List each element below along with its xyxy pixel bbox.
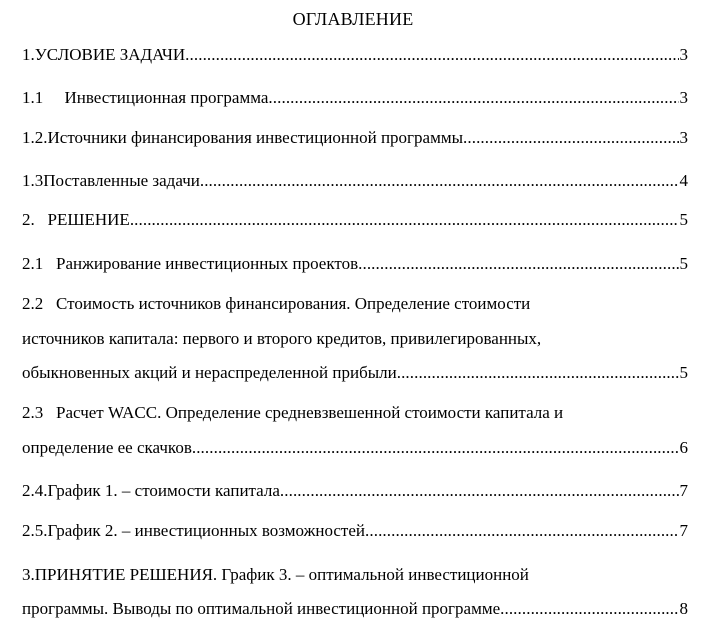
toc-entry-3[interactable]: [22, 564, 688, 586]
toc-page-number: 7: [679, 481, 688, 500]
toc-entry-text: 2.5.График 2. – инвестиционных возможностей: [22, 521, 366, 540]
dot-leader: [397, 362, 679, 384]
toc-entry-3-end[interactable]: [22, 598, 688, 620]
toc-page-number: 5: [679, 210, 688, 229]
dot-leader: [268, 87, 678, 109]
dot-leader: [185, 44, 678, 66]
dot-leader: [200, 170, 679, 192]
toc-entry-text: 2.2 Стоимость источников финансирования. Определение стоимости: [22, 294, 531, 313]
toc-entry-2-1[interactable]: [22, 253, 688, 275]
toc-entry-text: 1.3Поставленные задачи: [22, 171, 200, 190]
dot-leader: [365, 520, 678, 542]
toc-entry-text: 2. РЕШЕНИЕ: [22, 210, 130, 229]
toc-page-number: 5: [679, 254, 688, 273]
toc-entry-text: 1.1 Инвестиционная программа: [22, 88, 269, 107]
toc-entry-text: 2.1 Ранжирование инвестиционных проектов: [22, 254, 359, 273]
toc-page-number: 6: [679, 438, 688, 457]
toc-page-number: 3: [679, 88, 688, 107]
toc-entry-2-2[interactable]: [22, 293, 688, 315]
dot-leader: [192, 437, 679, 459]
toc-page-number: 7: [679, 521, 688, 540]
toc-entry-2-2-cont[interactable]: [22, 328, 688, 350]
toc-entry-2[interactable]: [22, 209, 688, 231]
toc-entry-text: 2.4.График 1. – стоимости капитала: [22, 481, 280, 500]
toc-page-number: 4: [679, 171, 688, 190]
toc-entry-text: источников капитала: первого и второго кредитов, привилегированных,: [22, 329, 542, 348]
dot-leader: [358, 253, 678, 275]
toc-entry-1[interactable]: [22, 44, 688, 66]
toc-entry-text: 2.3 Расчет WACC. Определение средневзвешенной стоимости капитала и: [22, 403, 564, 422]
dot-leader: [500, 598, 678, 620]
dot-leader: [280, 480, 679, 502]
toc-entry-1-2[interactable]: [22, 127, 688, 149]
toc-entry-text: 1.2.Источники финансирования инвестиционной программы: [22, 128, 464, 147]
toc-entry-2-4[interactable]: [22, 480, 688, 502]
toc-entry-text: 3.ПРИНЯТИЕ РЕШЕНИЯ. График 3. – оптимальной инвестиционной: [22, 565, 529, 584]
toc-entry-text: определение ее скачков: [22, 438, 192, 457]
toc-entry-2-2-end[interactable]: [22, 362, 688, 384]
toc-entry-text: программы. Выводы по оптимальной инвестиционной программе: [22, 599, 501, 618]
dot-leader: [463, 127, 678, 149]
toc-entry-2-3[interactable]: [22, 402, 688, 424]
toc-page-number: 8: [679, 599, 688, 618]
toc-page-number: 3: [679, 128, 688, 147]
toc-entry-1-1[interactable]: [22, 87, 688, 109]
toc-entry-text: обыкновенных акций и нераспределенной прибыли: [22, 363, 397, 382]
toc-entry-2-3-end[interactable]: [22, 437, 688, 459]
toc-title: ОГЛАВЛЕНИЕ: [292, 9, 414, 29]
dot-leader: [130, 209, 679, 231]
toc-entry-text: 1.УСЛОВИЕ ЗАДАЧИ: [22, 45, 186, 64]
toc-page-number: 3: [679, 45, 688, 64]
toc-entry-1-3[interactable]: [22, 170, 688, 192]
toc-entry-2-5[interactable]: [22, 520, 688, 542]
toc-page-number: 5: [679, 363, 688, 382]
